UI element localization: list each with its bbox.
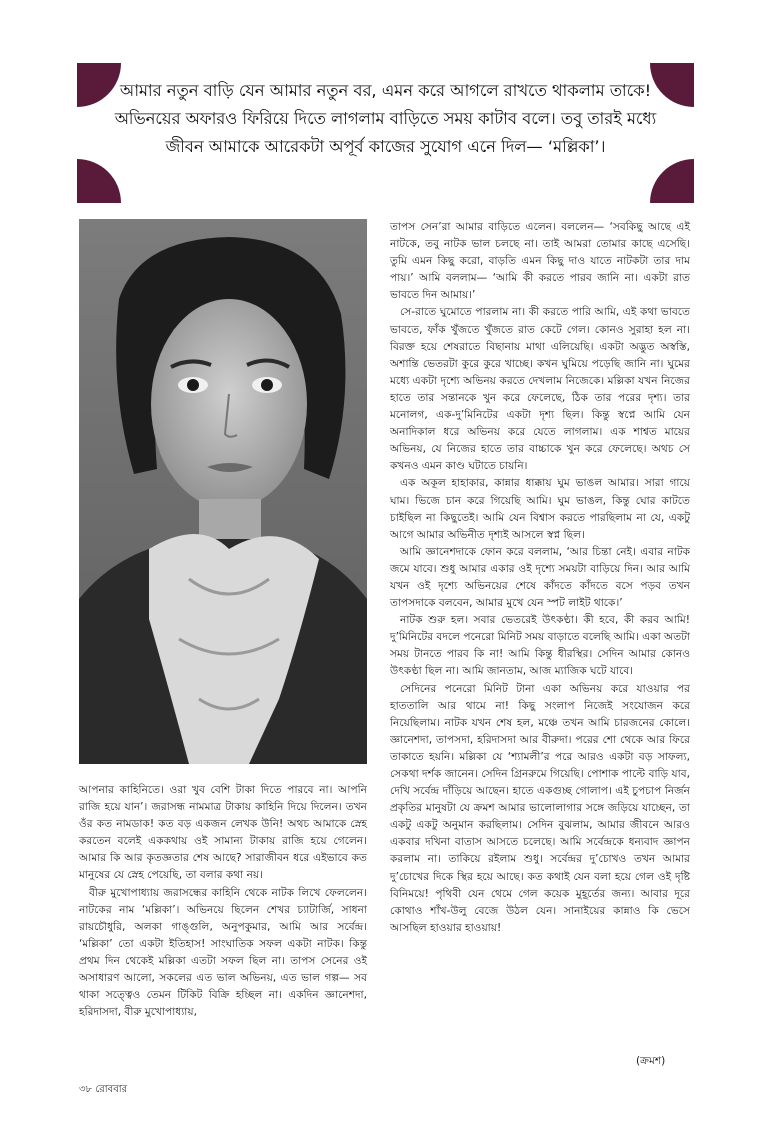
paragraph: সেদিনের পনেরো মিনিট টানা একা অভিনয় করে যাওয়ার পর হাততালি আর থামে না! কিছু সংলাপ নিজেই সংযোজন করে নিয়েছিলাম। নাটক যখন শেষ হল, মঞ্চে তখন আমি চারজনের কোলে। জ্ঞানেশদা, তাপসদা, হরিদাসদা আর বীরুদা। পরের শো থেকে আর ফিরে তাকাতে হয়নি। মল্লিকা যে ‘শ্যামলী’র পরে আরও একটা বড় সাফল্য, সেকথা দর্শক জানেন। সেদিন গ্রিনরুমে গিয়েছি। পোশাক পাল্টে বাড়ি যাব, দেখি সর্বেন্দ্র দাঁড়িয়ে আছেন। হাতে একগুচ্ছ গোলাপ। এই চুপচাপ নির্জন প্রকৃতির মানুষটা যে ক্রমশ আমার ভালোলাগার সঙ্গে জড়িয়ে যাচ্ছেন, তা একটু একটু অনুমান করছিলাম। সেদিন বুঝলাম, আমার জীবনে আরও একবার দখিনা বাতাস আসতে চলেছে। আমি সর্বেন্দ্রকে ধন্যবাদ জ্ঞাপন করলাম না। তাকিয়ে রইলাম শুধু। সর্বেন্দ্রর দু’চোখও তখন আমার দু’চোখের দিকে স্থির হয়ে আছে। কত কথাই যেন বলা হয়ে গেল ওই দৃষ্টি বিনিময়ে! পৃথিবী যেন থেমে গেল কয়েক মুহূর্তের জন্য। আবার দূরে কোথাও শাঁখ-উলু বেজে উঠল যেন। সানাইয়ের কান্নাও কি ভেসে আসছিল হাওয়ার হাওয়ায়! bbox=[390, 682, 690, 934]
paragraph: নাটক শুরু হল। সবার ভেতরেই উৎকণ্ঠা। কী হবে, কী করব আমি! দু’মিনিটের বদলে পনেরো মিনিট সময় বাড়াতে বলেছি আমি। একা অতটা সময় টানতে পারব কি না! আমি কিন্তু ধীরস্থির। সেদিন আমার কোনও উৎকণ্ঠা ছিল না। আমি জানতাম, আজ ম্যাজিক ঘটে যাবে। bbox=[390, 614, 690, 678]
page-number: ৩৮ bbox=[79, 1084, 92, 1095]
pull-quote-text: আমার নতুন বাড়ি যেন আমার নতুন বর, এমন করে আগলে রাখতে থাকলাম তাকে! অভিনয়ের অফারও ফিরিয়ে দিতে লাগলাম বাড়িতে সময় কাটাব বলে। তবু তারই মধ্যে জীবন আমাকে আরেকটা অপূর্ব কাজের সুযোগ এনে দিল— ‘মল্লিকা’। bbox=[114, 81, 657, 156]
continued-marker: (ক্রমশ) bbox=[636, 1055, 666, 1067]
pull-quote bbox=[77, 63, 694, 203]
paragraph: আমি জ্ঞানেশদাকে ফোন করে বললাম, ‘আর চিন্তা নেই। এবার নাটক জমে যাবে। শুধু আমার একার ওই দৃশ্যে সময়টা বাড়িয়ে দিন। আর আমি যখন ওই দৃশ্যে অভিনয়ের শেষে কাঁদতে কাঁদতে বসে পড়ব তখন তাপসদাকে বলবেন, আমার মুখে যেন স্পট লাইট থাকে।’ bbox=[390, 545, 690, 610]
article-column-right bbox=[390, 219, 690, 937]
actress-portrait-illustration bbox=[79, 219, 367, 764]
paragraph: আপনার কাহিনিতে। ওরা খুব বেশি টাকা দিতে পারবে না। আপনি রাজি হয়ে যান’। জরাসন্ধ নামমাত্র টাকায় কাহিনি দিয়ে দিলেন। তখন ওঁর কত নামডাক! কত বড় একজন লেখক উনি! অথচ আমাকে স্নেহ করতেন বলেই এককথায় ওই সামান্য টাকায় রাজি হয়ে গেলেন। আমার কি আর কৃতজ্ঞতার শেষ আছে? সারাজীবন ধরে এইভাবে কত মানুষের যে স্নেহ পেয়েছি, তা বলার কথা নয়। bbox=[79, 784, 367, 882]
page-footer bbox=[79, 1082, 127, 1099]
paragraph: বীরু মুখোপাধ্যায় জরাসন্ধের কাহিনি থেকে নাটক লিখে ফেললেন। নাটকের নাম ‘মল্লিকা’। অভিনয়ে ছিলেন শেখর চ্যাটার্জি, সাধনা রায়চৌধুরি, অলকা গাঙ্গুলি, অনুপকুমার, আমি আর সর্বেন্দ্র। ‘মল্লিকা’ তো একটা ইতিহাস! সাংঘাতিক সফল একটা নাটক। কিন্তু প্রথম দিন থেকেই মল্লিকা এতটা সফল ছিল না। তাপস সেনের ওই অসাধারণ আলো, সকলের এত ভাল অভিনয়, এত ভাল গল্প— সব থাকা সত্ত্বেও তেমন টিকিট বিক্রি হচ্ছিল না। একদিন জ্ঞানেশদা, হরিদাসদা, বীরু মুখোপাধ্যায়, bbox=[79, 886, 367, 1019]
magazine-name: রোববার bbox=[95, 1084, 128, 1095]
article-column-left bbox=[79, 782, 367, 1021]
actress-photo bbox=[79, 219, 367, 764]
paragraph: সে-রাতে ঘুমোতে পারলাম না। কী করতে পারি আমি, এই কথা ভাবতে ভাবতে, ফাঁক খুঁজতে খুঁজতে রাত কেটে গেল। কোনও সুরাহা হল না। বিরক্ত হয়ে শেষরাতে বিছানায় মাথা এলিয়েছি। একটা অদ্ভুত অস্বস্তি, অশান্তি ভেতরটা কুরে কুরে খাচ্ছে। কখন ঘুমিয়ে পড়েছি জানি না। ঘুমের মধ্যে একটা দৃশ্যে অভিনয় করতে দেখলাম নিজেকে। মল্লিকা যখন নিজের হাতে তার সন্তানকে খুন করে ফেলেছে, ঠিক তার পরের দৃশ্য। তার মনোলগ, এক-দু’মিনিটের একটা দৃশ্য ছিল। কিন্তু স্বপ্নে আমি যেন অনাদিকাল ধরে অভিনয় করে যেতে লাগলাম। এক শাশ্বত মায়ের অভিনয়, যে নিজের হাতে তার বাচ্চাকে খুন করে ফেলেছে। অথচ সে কখনও এমন কাণ্ড ঘটাতে চায়নি। bbox=[390, 306, 690, 473]
paragraph: তাপস সেন’রা আমার বাড়িতে এলেন। বললেন— ‘সবকিছু আছে এই নাটকে, তবু নাটক ভাল চলছে না। তাই আমরা তোমার কাছে এসেছি। তুমি এমন কিছু করো, বাড়তি এমন কিছু দাও যাতে নাটকটা তার দাম পায়।’ আমি বললাম— ‘আমি কী করতে পারব জানি না। একটা রাত ভাবতে দিন আমায়।’ bbox=[390, 221, 690, 302]
paragraph: এক অকূল হাহাকার, কান্নার ধাক্কায় ঘুম ভাঙল আমার। সারা গায়ে ঘাম। ভিজে চান করে গিয়েছি আমি। ঘুম ভাঙল, কিন্তু ঘোর কাটতে চাইছিল না কিছুতেই। আমি যেন বিশ্বাস করতে পারছিলাম না যে, একটু আগে আমার অভিনীত দৃশ্যই আসলে স্বপ্ন ছিল। bbox=[390, 477, 690, 541]
